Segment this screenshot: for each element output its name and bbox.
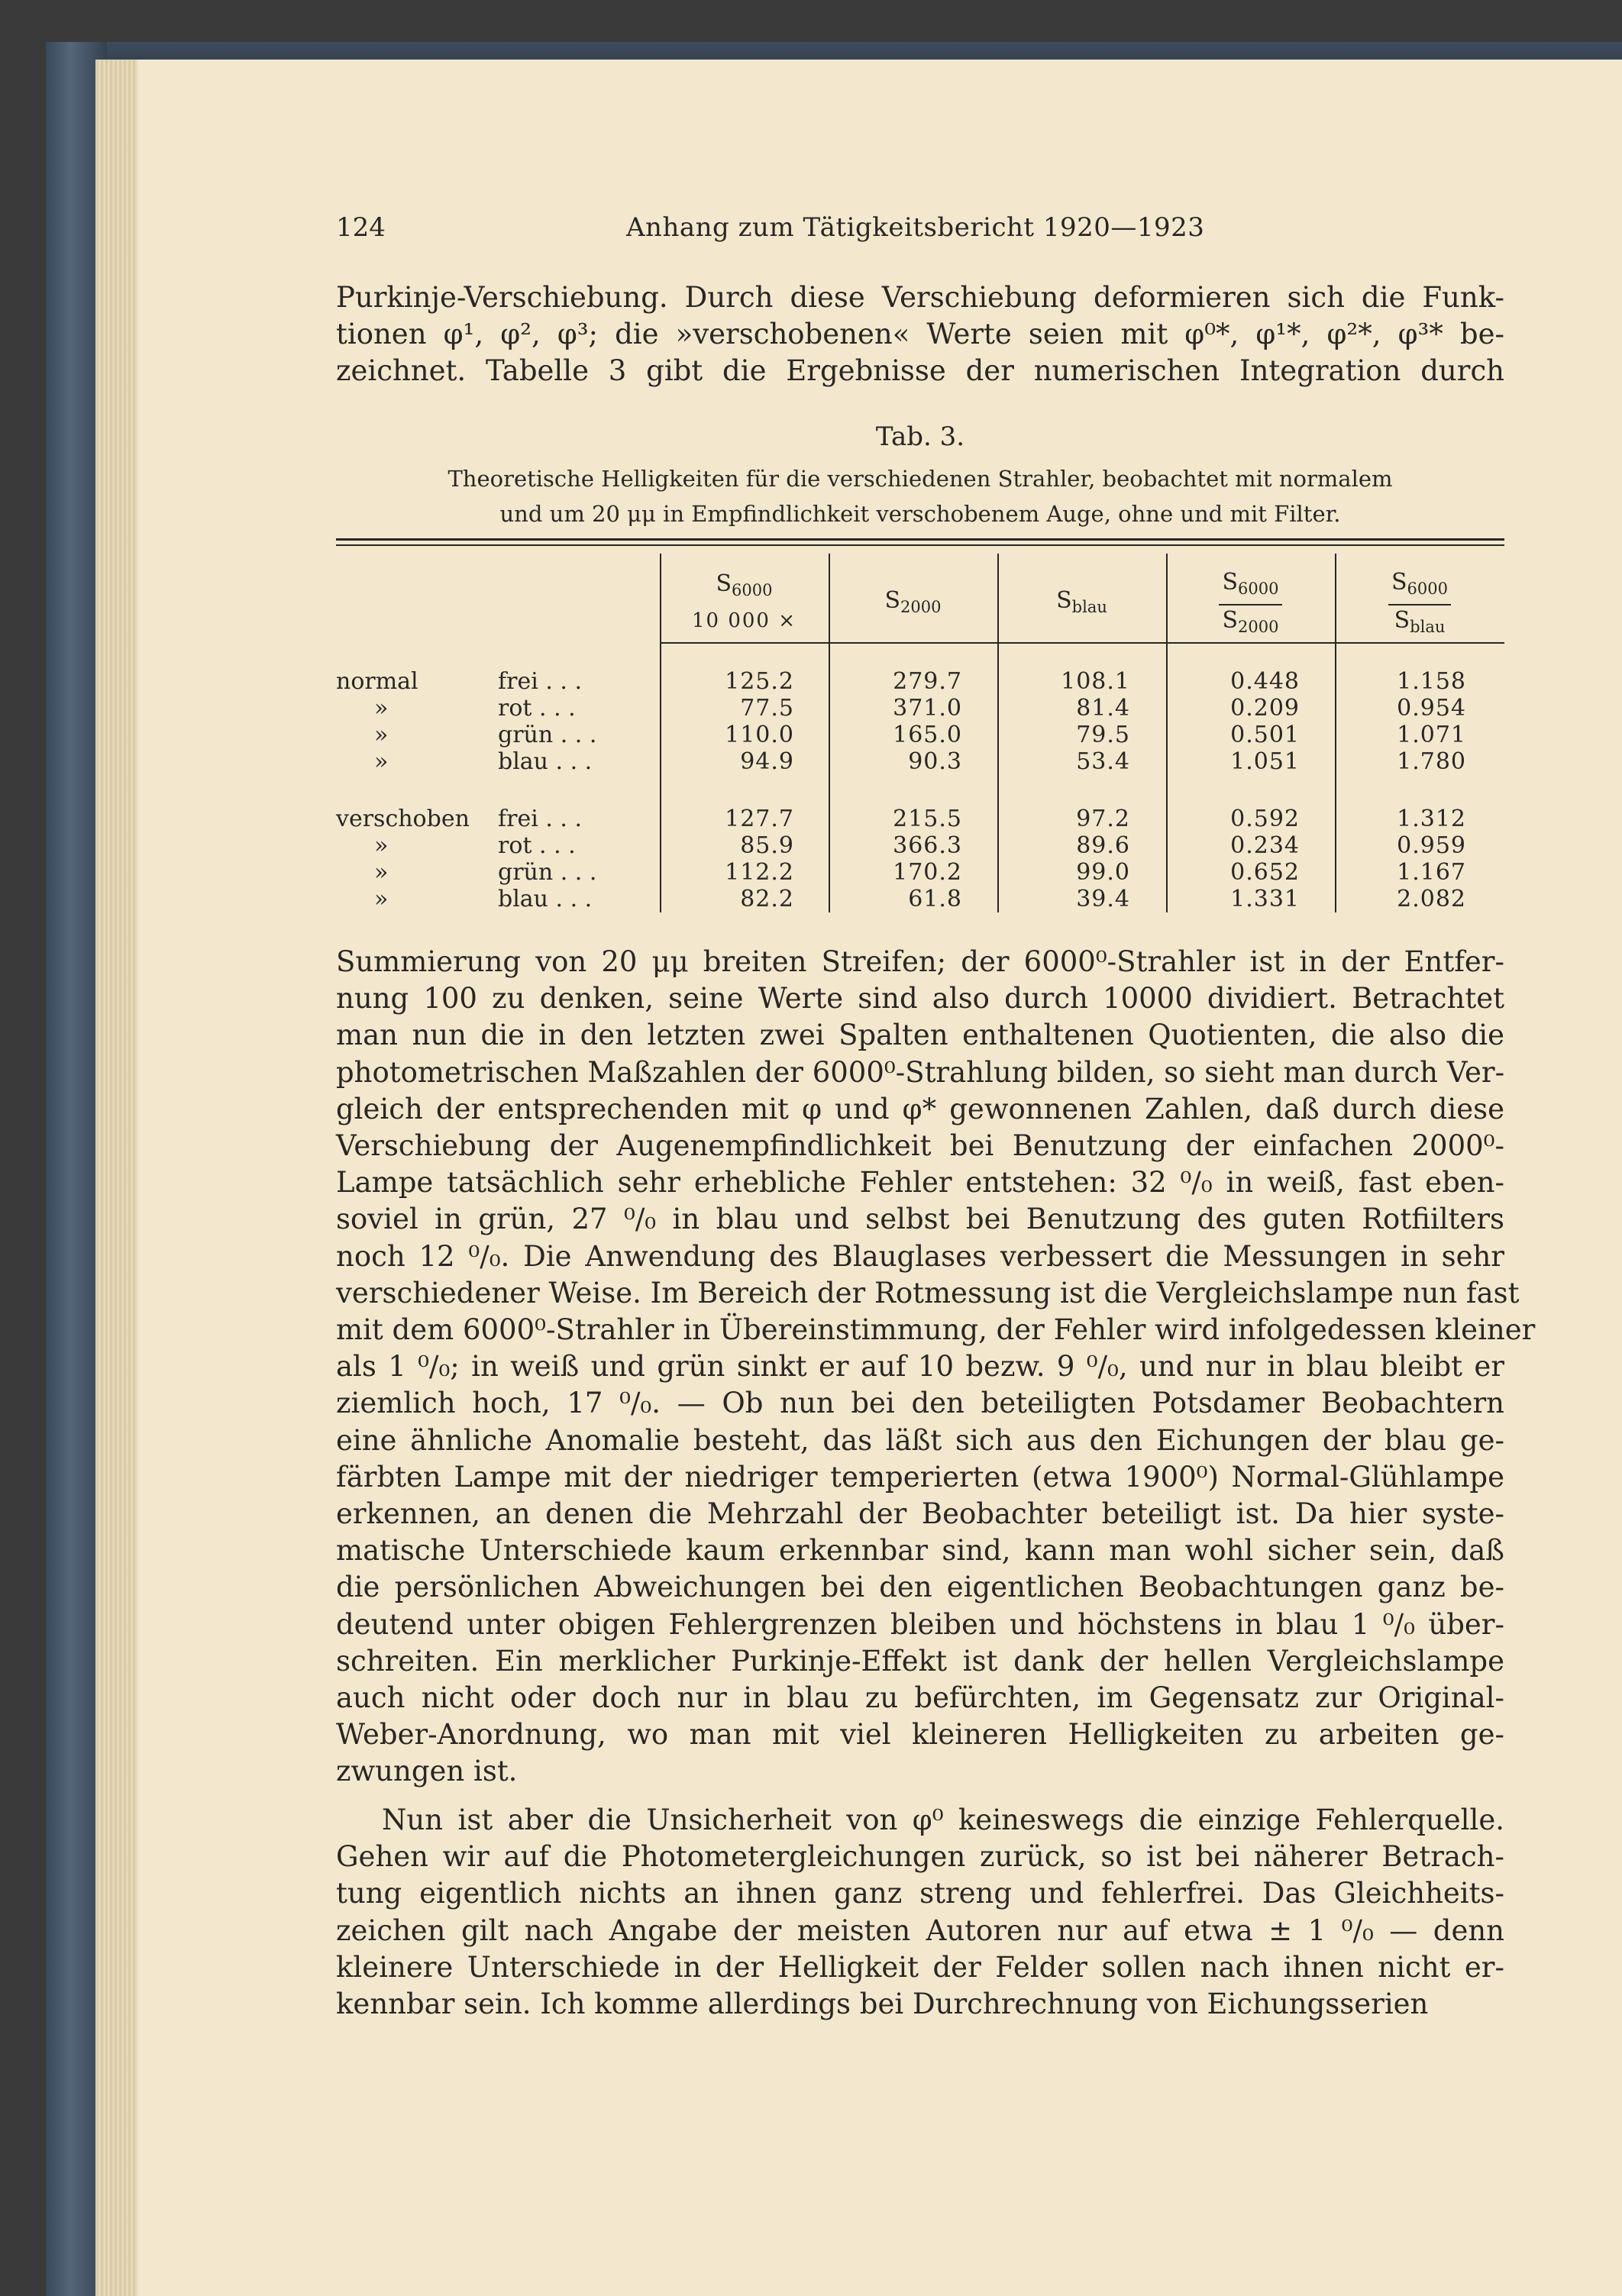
- text-line: ziemlich hoch, 17 ⁰/₀. — Ob nun bei den beteiligten Potsdamer Beobachtern: [336, 1387, 1504, 1420]
- header-symbol: S: [1056, 587, 1072, 614]
- table-cell: 215.5: [893, 806, 962, 832]
- header-symbol: S: [1391, 569, 1407, 596]
- header-s6000-scaled: [660, 569, 829, 636]
- table-cell: 53.4: [1076, 748, 1130, 775]
- table-cell: 1.167: [1397, 859, 1466, 886]
- ditto-mark: »: [374, 722, 389, 748]
- page-edges: [95, 60, 137, 2296]
- text-line: matische Unterschiede kaum erkennbar sind, kann man wohl sicher sein, daß: [336, 1534, 1504, 1568]
- fraction-numerator: [1388, 567, 1451, 605]
- text-line: die persönlichen Abweichungen bei den eigentlichen Beobachtungen ganz be-: [336, 1571, 1504, 1604]
- text-line: noch 12 ⁰/₀. Die Anwendung des Blauglases verbessert die Messungen in sehr: [336, 1239, 1504, 1273]
- text-line: tionen φ¹, φ², φ³; die »verschobenen« Werte seien mit φ⁰*, φ¹*, φ²*, φ³* be-: [336, 318, 1504, 351]
- filter-label: blau . . .: [498, 748, 593, 775]
- table-cell: 94.9: [740, 748, 794, 775]
- text-line: photometrischen Maßzahlen der 6000⁰-Strahlung bilden, so sieht man durch Ver-: [336, 1055, 1505, 1089]
- page-number: 124: [336, 212, 386, 243]
- table-cell: 0.234: [1230, 832, 1300, 859]
- header-subscript: 2000: [900, 598, 942, 616]
- filter-label: rot . . .: [498, 832, 576, 859]
- header-sblau: [997, 586, 1166, 622]
- table-cell: 2.082: [1397, 886, 1466, 912]
- text-line: Verschiebung der Augenempfindlichkeit bei Benutzung der einfachen 2000⁰-: [336, 1129, 1504, 1163]
- header-symbol: S: [1222, 607, 1239, 634]
- filter-label: frei . . .: [498, 806, 583, 832]
- table-cell: 85.9: [740, 832, 794, 859]
- table-cell: 81.4: [1076, 695, 1130, 722]
- text-line: eine ähnliche Anomalie besteht, das läßt sich aus den Eichungen der blau ge-: [336, 1423, 1504, 1457]
- subcaption-line: und um 20 μμ in Empfindlichkeit verschobenem Auge, ohne und mit Filter.: [499, 501, 1341, 527]
- header-factor: 10 000 ×: [691, 609, 797, 632]
- table-caption: Tab. 3.: [875, 421, 965, 452]
- filter-label: grün . . .: [498, 722, 597, 748]
- header-ratio-s6000-s2000: [1166, 567, 1335, 642]
- table-cell: 1.331: [1230, 886, 1300, 912]
- text-line: man nun die in den letzten zwei Spalten enthaltenen Quotienten, die also die: [336, 1019, 1504, 1052]
- header-subscript: 2000: [1238, 618, 1279, 636]
- text-line: Weber-Anordnung, wo man mit viel kleineren Helligkeiten zu arbeiten ge-: [336, 1718, 1504, 1752]
- running-title: Anhang zum Tätigkeitsbericht 1920—1923: [626, 212, 1205, 243]
- text-line: färbten Lampe mit der niedriger temperierten (etwa 1900⁰) Normal-Glühlampe: [336, 1460, 1504, 1494]
- header-symbol: S: [884, 587, 901, 614]
- final-paragraph: [336, 1802, 1504, 2023]
- table-cell: 112.2: [725, 859, 794, 886]
- table-cell: 99.0: [1076, 859, 1130, 886]
- table-cell: 165.0: [893, 722, 962, 748]
- fraction-denominator: [1219, 605, 1281, 642]
- header-ratio-s6000-sblau: [1335, 567, 1504, 642]
- text-line: Gehen wir auf die Photometergleichungen zurück, so ist bei näherer Betrach-: [336, 1840, 1504, 1874]
- text-line: Purkinje-Verschiebung. Durch diese Verschiebung deformieren sich die Funk-: [336, 281, 1504, 314]
- text-line: erkennen, an denen die Mehrzahl der Beobachter beteiligt ist. Da hier syste-: [336, 1497, 1504, 1531]
- table-cell: 1.158: [1397, 668, 1466, 695]
- table-cell: 0.954: [1397, 695, 1466, 722]
- table-grid: [336, 546, 1504, 916]
- table-subcaption: [336, 461, 1504, 531]
- text-line: Summierung von 20 μμ breiten Streifen; der 6000⁰-Strahler ist in der Entfer-: [336, 945, 1504, 978]
- table-cell: 1.312: [1397, 806, 1466, 832]
- ditto-mark: »: [374, 859, 389, 886]
- table-cell: 0.448: [1230, 668, 1300, 695]
- text-line: mit dem 6000⁰-Strahler in Übereinstimmung, der Fehler wird infolgedessen kleiner: [336, 1313, 1536, 1347]
- header-symbol: S: [1394, 607, 1410, 634]
- table-cell: 61.8: [908, 886, 962, 912]
- table-cell: 110.0: [725, 722, 794, 748]
- table-cell: 279.7: [893, 668, 962, 695]
- table-cell: 366.3: [893, 832, 962, 859]
- text-line: verschiedener Weise. Im Bereich der Rotmessung ist die Vergleichslampe nun fast: [336, 1276, 1520, 1309]
- table-cell: 89.6: [1076, 832, 1130, 859]
- table-cell: 1.051: [1230, 748, 1300, 775]
- intro-paragraph: [336, 279, 1504, 390]
- filter-label: frei . . .: [498, 668, 583, 695]
- table-cell: 77.5: [740, 695, 794, 722]
- group-label: normal: [336, 668, 418, 695]
- text-line: kleinere Unterschiede in der Helligkeit der Felder sollen nach ihnen nicht er-: [336, 1950, 1504, 1984]
- table-cell: 97.2: [1076, 806, 1130, 832]
- filter-label: grün . . .: [498, 859, 597, 886]
- text-line: tung eigentlich nichts an ihnen ganz streng und fehlerfrei. Das Gleichheits-: [336, 1877, 1504, 1910]
- header-rule: [660, 642, 1504, 644]
- ditto-mark: »: [374, 748, 389, 775]
- ditto-mark: »: [374, 886, 389, 912]
- text-line: zeichnet. Tabelle 3 gibt die Ergebnisse der numerischen Integration durch: [336, 354, 1504, 388]
- group-label: verschoben: [336, 806, 470, 832]
- text-line: zeichen gilt nach Angabe der meisten Autoren nur auf etwa ± 1 ⁰/₀ — denn: [336, 1913, 1504, 1947]
- filter-label: blau . . .: [498, 886, 593, 912]
- table-cell: 170.2: [893, 859, 962, 886]
- text-line: soviel in grün, 27 ⁰/₀ in blau und selbst bei Benutzung des guten Rotfiilters: [336, 1203, 1504, 1236]
- text-line: Lampe tatsächlich sehr erhebliche Fehler entstehen: 32 ⁰/₀ in weiß, fast eben-: [336, 1166, 1504, 1200]
- text-line: deutend unter obigen Fehlergrenzen bleiben und höchstens in blau 1 ⁰/₀ über-: [336, 1607, 1504, 1641]
- table-cell: 79.5: [1076, 722, 1130, 748]
- table-cell: 371.0: [893, 695, 962, 722]
- table-cell: 0.209: [1230, 695, 1300, 722]
- table-cell: 0.652: [1230, 859, 1300, 886]
- text-line: zwungen ist.: [336, 1755, 518, 1788]
- fraction-denominator: [1388, 605, 1451, 642]
- table-cell: 127.7: [725, 806, 794, 832]
- running-head: [336, 212, 1504, 250]
- table-cell: 0.959: [1397, 832, 1466, 859]
- table-top-rule: [336, 538, 1504, 546]
- header-subscript: 6000: [732, 581, 773, 599]
- table-cell: 0.501: [1230, 722, 1300, 748]
- table-cell: 125.2: [725, 668, 794, 695]
- table-cell: 82.2: [740, 886, 794, 912]
- text-line: gleich der entsprechenden mit φ und φ* gewonnenen Zahlen, daß durch diese: [336, 1092, 1504, 1125]
- table-cell: 39.4: [1076, 886, 1130, 912]
- text-line: als 1 ⁰/₀; in weiß und grün sinkt er auf 10 bezw. 9 ⁰/₀, und nur in blau bleibt er: [336, 1350, 1504, 1384]
- table-cell: 90.3: [908, 748, 962, 775]
- data-table: [336, 538, 1504, 916]
- table-cell: 1.071: [1397, 722, 1466, 748]
- header-subscript: blau: [1410, 618, 1446, 636]
- table-cell: 108.1: [1061, 668, 1130, 695]
- ditto-mark: »: [374, 695, 389, 722]
- text-line: nung 100 zu denken, seine Werte sind also durch 10000 dividiert. Betrachtet: [336, 982, 1504, 1016]
- table-cell: 1.780: [1397, 748, 1466, 775]
- header-symbol: S: [1222, 569, 1239, 596]
- header-subscript: blau: [1071, 598, 1107, 616]
- fraction-numerator: [1219, 567, 1281, 605]
- header-s2000: [829, 586, 997, 622]
- text-line: kennbar sein. Ich komme allerdings bei Durchrechnung von Eichungsserien: [336, 1988, 1429, 2021]
- table-cell: 0.592: [1230, 806, 1300, 832]
- header-symbol: S: [716, 570, 732, 597]
- header-subscript: 6000: [1407, 580, 1448, 598]
- filter-label: rot . . .: [498, 695, 576, 722]
- text-line: schreiten. Ein merklicher Purkinje-Effekt ist dank der hellen Vergleichslampe: [336, 1644, 1504, 1678]
- body-paragraph: [336, 944, 1536, 1791]
- text-line: auch nicht oder doch nur in blau zu befürchten, im Gegensatz zur Original-: [336, 1681, 1504, 1715]
- header-subscript: 6000: [1238, 580, 1279, 598]
- ditto-mark: »: [374, 832, 389, 859]
- subcaption-line: Theoretische Helligkeiten für die verschiedenen Strahler, beobachtet mit normalem: [448, 466, 1393, 492]
- text-line: Nun ist aber die Unsicherheit von φ⁰ keineswegs die einzige Fehlerquelle.: [382, 1804, 1504, 1836]
